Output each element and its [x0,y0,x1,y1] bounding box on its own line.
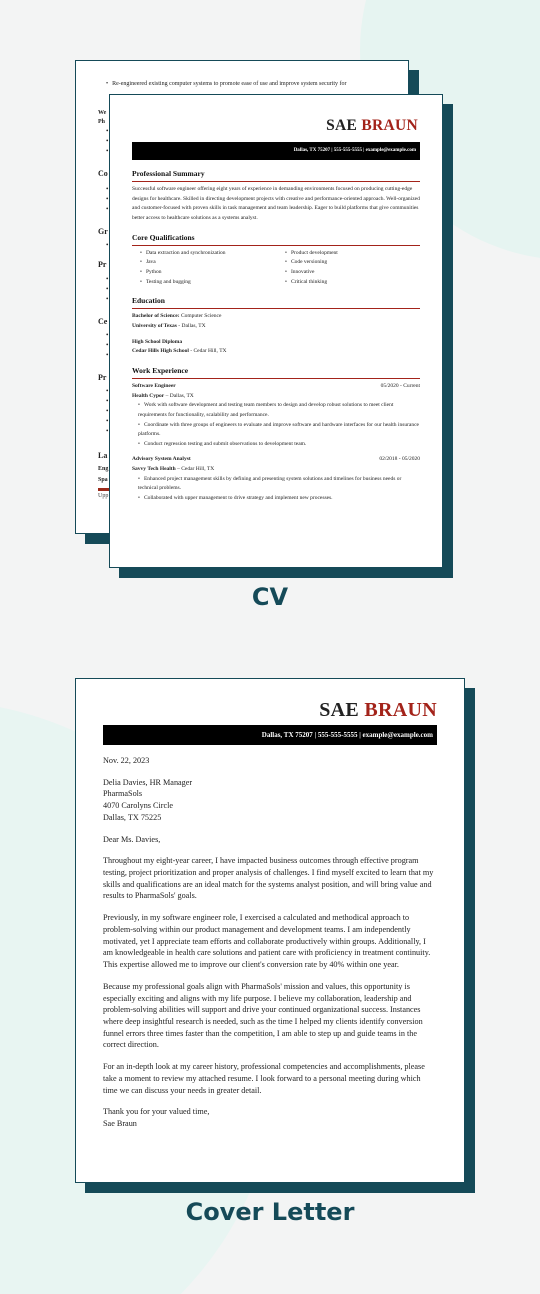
cv-back-bullet-mark: • [106,205,109,213]
edu-entry [132,312,420,322]
edu-degree: High School Diploma [132,338,183,345]
cv-back-bullet-mark: • [106,195,109,203]
cv-back-fragment: Ph [98,119,106,125]
job-header [132,455,420,465]
cv-back-heading: Gr [98,227,108,236]
qual-item: • Python [140,268,275,278]
cv-back-bullet-mark: • [106,417,109,425]
cv-front-page [109,94,443,568]
job-bullet: • Work with software development and testing team members to design and develop robust solutions to meet client requirements for functionality, scalability and performance. [138,401,420,420]
cv-body [132,167,420,511]
cv-back-heading: Pr [98,260,107,269]
cover-letter-name [319,699,437,722]
cl-last-name: BRAUN [364,699,437,721]
recipient-line: Delia Davies, HR Manager [103,777,193,787]
recipient-line: Dallas, TX 75225 [103,812,162,822]
letter-paragraph: Throughout my eight-year career, I have impacted business outcomes through effective program testing, project prioritization and proper analysis of challenges. I find myself excited to learn that my skills and qualifications are an ideal match for the systems analyst position, and will bring value and results to PharmaSols' goals. [103,856,434,901]
letter-recipient [103,777,437,824]
job-company: Health Cypor [132,392,165,399]
section-heading: Education [132,294,420,309]
letter-salutation: Dear Ms. Davies, [103,834,161,844]
cv-back-heading: Pr [98,373,107,382]
cv-back-heading: Ce [98,317,108,326]
qual-item: • Innovative [285,268,420,278]
qual-item: • Critical thinking [285,278,420,288]
job-location: – Cedar Hill, TX [177,466,215,472]
recipient-line: 4070 Carolyns Circle [103,801,174,811]
letter-paragraph: For an in-depth look at my career history, professional competencies and accomplishments, please take a moment to review my attached resume. I look forward to a personal meeting during which time we can discuss your needs in greater detail. [103,1062,425,1095]
cover-letter-label: Cover Letter [185,1198,355,1226]
letter-closing-block [103,1106,437,1129]
edu-entry [132,338,420,348]
cv-back-bullet-mark: • [106,137,109,145]
edu-school: University of Texas [132,323,177,329]
letter-closing: Thank you for your valued time, [103,1107,210,1117]
cv-back-bullet-mark: • [106,185,109,193]
cv-back-fragment: Eng [98,466,109,472]
cv-back-bullet-mark: • [106,407,109,415]
job-company: Savvy Tech Health [132,466,176,472]
letter-paragraph: Previously, in my software engineer role, I exercised a calculated and methodical approach to problem-solving within our product management and development teams. I am independently motivated, yet I appreciate team efforts and collaborate productively within groups. Additionally, I am knowledgeable in health care solutions and patient care with proficiency in treatment continuity. This expertise allowed me to improve our client's conversion rate by 40% within one year. [103,913,431,970]
qual-item: • Java [140,258,275,268]
job-header [132,382,420,392]
edu-degree: Bachelor of Science: [132,313,180,320]
cover-letter-body [103,755,437,1130]
cv-back-bullet-mark: • [106,331,109,339]
job-dates: 05/2020 - Current [380,383,420,389]
cv-back-bullet-mark: • [106,351,109,359]
cv-name [326,117,418,135]
cv-back-bullet-mark: • [106,147,109,155]
job-bullet: • Enhanced project management skills by defining and presenting system solutions and timelines for business needs or technical problems. [138,475,420,494]
cv-back-fragment: Spa [98,477,108,483]
cv-back-bullet-mark: • [106,285,109,293]
cover-letter-page [75,678,465,1183]
job-company-line [132,392,420,402]
qual-item: • Testing and bugging [140,278,275,288]
cv-back-bullet-mark: • [106,397,109,405]
edu-school: Cedar Hills High School [132,348,189,355]
edu-location: - Cedar Hill, TX [190,348,227,355]
cover-letter-contact-bar: Dallas, TX 75207 | 555-555-5555 | example@example.com [103,725,437,745]
section-heading: Core Qualifications [132,231,420,246]
job-bullet: • Conduct regression testing and submit observations to development team. [138,440,420,450]
cl-first-name: SAE [319,699,360,721]
summary-text: Successful software engineer offering eight years of experience in demanding environments focused on producing cutting-edge designs for healthcare. Skilled in directing development projects with creative and performance-oriented approach. Well-organized and customer-focused with proven skills in task management and team leadership. Eager to build platforms that give communities better access to healthcare solutions as a systems analyst. [132,186,420,221]
cv-back-fragment: Upp [98,493,109,499]
job-bullets [132,401,420,449]
cv-back-bullet: • Re-engineered existing computer systems to promote ease of use and improve system security for [106,81,347,87]
cv-work-section [132,364,420,504]
cv-back-bullet-mark: • [106,295,109,303]
cv-quals-section [132,231,420,288]
job-bullets [132,475,420,504]
job-location: – Dallas, TX [165,392,194,399]
cv-back-fragment: We [98,110,107,116]
cv-back-bullet-mark: • [106,427,109,435]
qual-item: • Data extraction and synchronization [140,249,275,259]
edu-field: Computer Science [180,313,222,320]
cv-back-bullet-mark: • [106,341,109,349]
edu-school-line [132,347,420,357]
edu-location: - Dallas, TX [178,323,206,329]
qual-item: • Code versioning [285,258,420,268]
job-bullet: • Coordinate with three groups of engineers to evaluate and improve software and hardware interfaces for our health insurance platforms. [138,421,420,440]
recipient-line: PharmaSols [103,789,143,799]
letter-paragraph: Because my professional goals align with PharmaSols' mission and values, this opportunity is especially exciting and aligns with my life purpose. I believe my collaboration, leadership and problem-solving abilities will support and drive your continued organizational success. Instances where deep insightful research is needed, such as the time I helped my clients identify conversion funnel errors three times faster than the competition, I am able to step up and guide teams in the correct direction. [103,981,423,1050]
section-heading: Work Experience [132,364,420,379]
cv-back-bullet-mark: • [106,387,109,395]
cv-last-name: BRAUN [361,117,418,134]
qual-item: • Product development [285,249,420,259]
job-title: Software Engineer [132,383,176,389]
letter-date: Nov. 22, 2023 [103,756,150,765]
cv-back-bullet-mark: • [106,275,109,283]
cv-back-heading: Co [98,169,108,178]
cv-education-section [132,294,420,357]
cv-label: CV [251,583,289,611]
job-company-line [132,465,420,475]
job-title: Advisory System Analyst [132,456,191,463]
cv-back-heading: La [98,451,108,460]
letter-signature: Sae Braun [103,1118,137,1128]
edu-school-line [132,322,420,332]
job-bullet: • Collaborated with upper management to drive strategy and implement new processes. [138,494,420,504]
quals-list [132,249,420,288]
job-dates: 02/2018 - 05/2020 [379,456,420,463]
cv-summary-section [132,167,420,224]
section-heading: Professional Summary [132,167,420,182]
cv-contact-bar: Dallas, TX 75207 | 555-555-5555 | example@example.com [132,142,420,160]
cv-back-bullet-mark: • [106,127,109,135]
cv-first-name: SAE [326,117,358,134]
cv-back-bullet-mark: • [106,241,109,249]
